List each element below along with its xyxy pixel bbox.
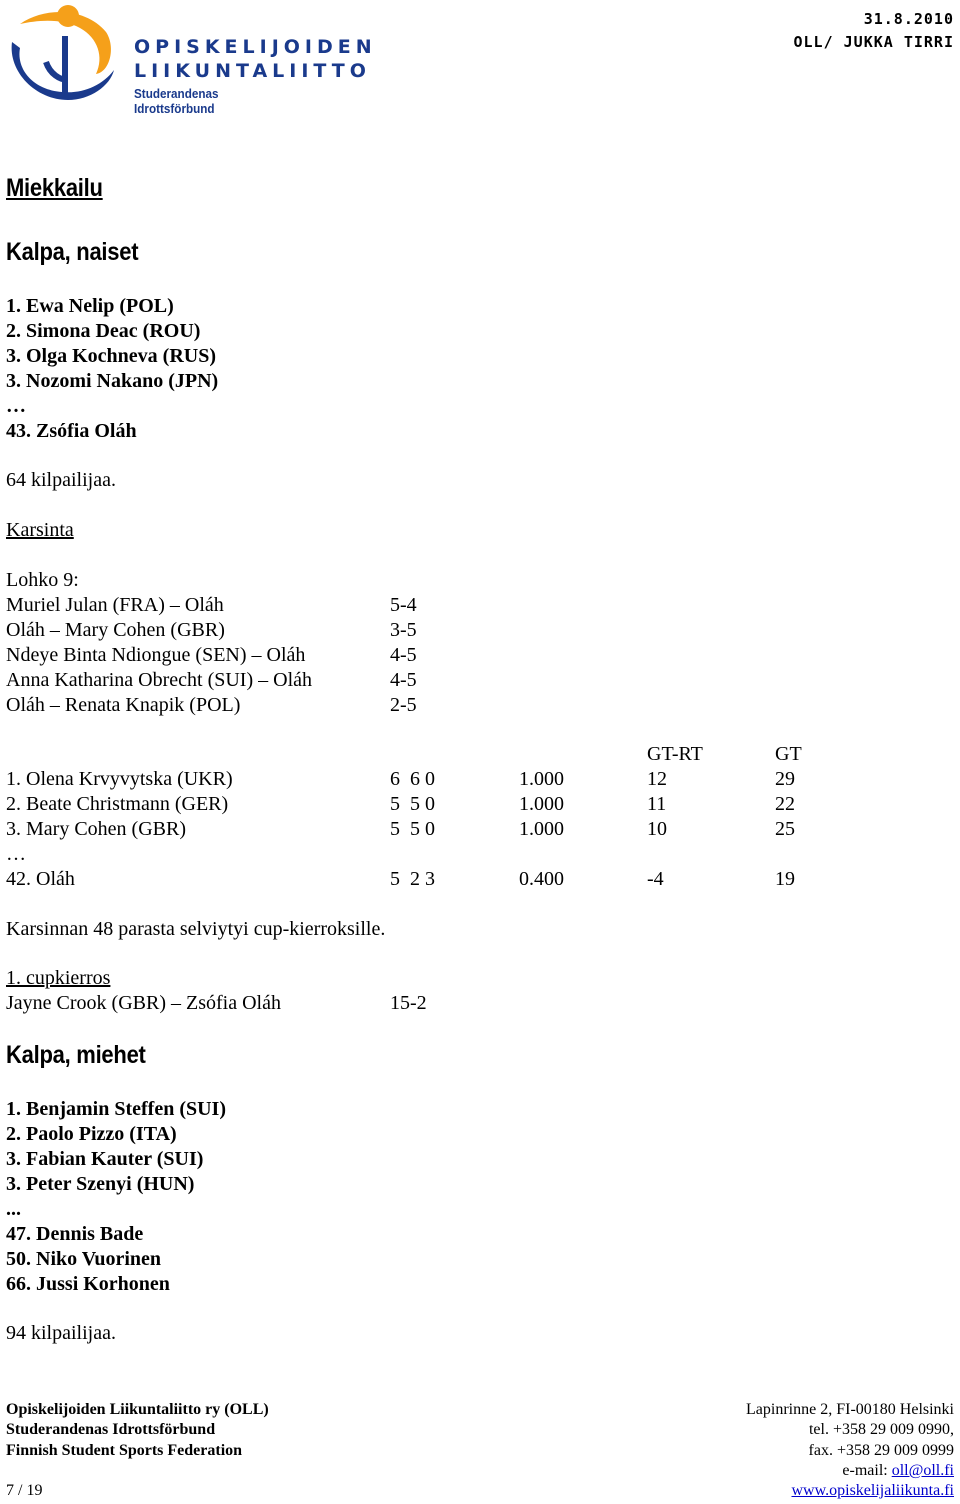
pool-bout-match: Oláh – Mary Cohen (GBR) (6, 619, 225, 641)
women-result-2: 2. Simona Deac (ROU) (6, 320, 201, 342)
ranking-gt: 22 (775, 793, 795, 815)
ranking-header-gtrt: GT-RT (647, 743, 703, 765)
cup-match-score: 15-2 (390, 992, 427, 1014)
pool-bout-score: 3-5 (390, 619, 417, 641)
ranking-ratio: 0.400 (519, 868, 564, 890)
footer-email-link[interactable]: oll@oll.fi (891, 1462, 954, 1479)
men-result-3: 3. Fabian Kauter (SUI) (6, 1148, 204, 1170)
men-heading: Kalpa, miehet (6, 1041, 146, 1069)
women-result-1: 1. Ewa Nelip (POL) (6, 295, 174, 317)
logo-line-3: Studerandenas Idrottsförbund (134, 86, 219, 116)
logo-line-2: LIIKUNTALIITTO (134, 60, 371, 82)
ranking-ratio: 1.000 (519, 768, 564, 790)
pool-bout-score: 4-5 (390, 669, 417, 691)
men-result-ellipsis: ... (6, 1198, 21, 1220)
footer-org-swedish: Studerandenas Idrottsförbund (6, 1421, 216, 1438)
oll-emblem-icon (6, 2, 118, 106)
ranking-name: 1. Olena Krvyvytska (UKR) (6, 768, 233, 790)
pool-bout-match: Ndeye Binta Ndiongue (SEN) – Oláh (6, 644, 306, 666)
ranking-gt: 25 (775, 818, 795, 840)
ranking-gt: 29 (775, 768, 795, 790)
ranking-ratio: 1.000 (519, 793, 564, 815)
pool-bout-score: 2-5 (390, 694, 417, 716)
men-result-4: 3. Peter Szenyi (HUN) (6, 1173, 195, 1195)
women-participants: 64 kilpailijaa. (6, 469, 116, 491)
women-result-ellipsis: … (6, 395, 26, 417)
ranking-gtrt: 11 (647, 793, 667, 815)
pool-bout-match: Muriel Julan (FRA) – Oláh (6, 594, 224, 616)
ranking-record: 5 5 0 (390, 818, 435, 840)
page-number: 7 / 19 (6, 1482, 43, 1499)
page-title: Miekkailu (6, 174, 103, 202)
logo-line-1: OPISKELIJOIDEN (134, 36, 377, 58)
ranking-ratio: 1.000 (519, 818, 564, 840)
pool-bout-match: Oláh – Renata Knapik (POL) (6, 694, 241, 716)
cup-match: Jayne Crook (GBR) – Zsófia Oláh (6, 992, 281, 1014)
ranking-name: 2. Beate Christmann (GER) (6, 793, 229, 815)
ranking-name: 3. Mary Cohen (GBR) (6, 818, 186, 840)
footer-email-label: e-mail: (842, 1462, 892, 1479)
footer-org-name: Opiskelijoiden Liikuntaliitto ry (OLL) (6, 1401, 269, 1418)
header-author: OLL/ JUKKA TIRRI (793, 33, 954, 51)
women-result-5: 43. Zsófia Oláh (6, 420, 137, 442)
header-date: 31.8.2010 (863, 10, 954, 28)
ranking-gt: 19 (775, 868, 795, 890)
qualifying-note: Karsinnan 48 parasta selviytyi cup-kierroksille. (6, 918, 386, 940)
women-result-3: 3. Olga Kochneva (RUS) (6, 345, 216, 367)
qualifying-label: Karsinta (6, 519, 74, 541)
men-result-2: 2. Paolo Pizzo (ITA) (6, 1123, 177, 1145)
footer-address: Lapinrinne 2, FI-00180 Helsinki (746, 1401, 954, 1418)
ranking-gtrt: 12 (647, 768, 667, 790)
men-participants: 94 kilpailijaa. (6, 1322, 116, 1344)
men-result-1: 1. Benjamin Steffen (SUI) (6, 1098, 226, 1120)
pool-bout-score: 4-5 (390, 644, 417, 666)
men-result-6: 50. Niko Vuorinen (6, 1248, 162, 1270)
footer-tel: tel. +358 29 009 0990, (808, 1421, 954, 1438)
ranking-gtrt: 10 (647, 818, 667, 840)
men-result-5: 47. Dennis Bade (6, 1223, 144, 1245)
women-heading: Kalpa, naiset (6, 238, 139, 266)
cup-round-label: 1. cupkierros (6, 967, 111, 989)
ranking-name: 42. Oláh (6, 868, 75, 890)
footer-website-line (792, 1481, 955, 1502)
pool-label: Lohko 9: (6, 569, 79, 591)
ranking-ellipsis: … (6, 843, 26, 865)
pool-bout-match: Anna Katharina Obrecht (SUI) – Oláh (6, 669, 313, 691)
footer-email-line (842, 1461, 954, 1482)
ranking-gtrt: -4 (647, 868, 664, 890)
women-result-4: 3. Nozomi Nakano (JPN) (6, 370, 219, 392)
oll-logo (6, 2, 377, 116)
ranking-record: 5 5 0 (390, 793, 435, 815)
footer-fax: fax. +358 29 009 0999 (808, 1442, 954, 1459)
footer-org-english: Finnish Student Sports Federation (6, 1442, 243, 1459)
ranking-record: 6 6 0 (390, 768, 435, 790)
ranking-header-gt: GT (775, 743, 802, 765)
ranking-record: 5 2 3 (390, 868, 435, 890)
pool-bout-score: 5-4 (390, 594, 417, 616)
men-result-7: 66. Jussi Korhonen (6, 1273, 170, 1295)
footer-website-link[interactable]: www.opiskelijaliikunta.fi (791, 1482, 954, 1499)
